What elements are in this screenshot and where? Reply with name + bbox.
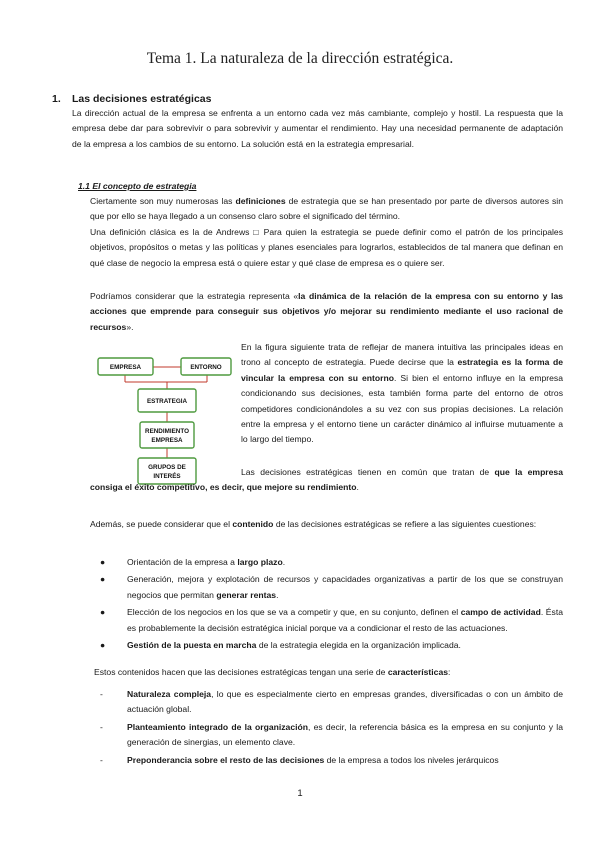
text: Además, se puede considerar que el [90,519,233,529]
subsection-heading: 1.1 El concepto de estrategia [78,181,197,191]
text: , lo que es especialmente cierto en empresas grandes, diversificadas o con un ámbito de actuación global. [127,689,563,715]
text: Elección de los negocios en los que se va a competir y que, en su conjunto, definen el [127,607,461,618]
text-bold: Naturaleza compleja [127,689,212,699]
figure-paragraph [241,340,563,448]
text-bold: Preponderancia sobre el resto de las decisiones [127,754,325,765]
rendimiento-label: RENDIMIENTO [145,428,189,435]
text-bold: características [387,667,449,677]
grupos-label: GRUPOS DE [148,464,186,471]
text: . [282,557,286,567]
text: Las decisiones estratégicas tienen en común que tratan de [241,467,495,477]
section-heading-text: Las decisiones estratégicas [72,93,212,105]
text-bold: Gestión de la puesta en marcha [127,640,257,651]
text-bold: la dinámica de la relación de la empresa con su entorno y las acciones que emprende para conseguir sus objetivos y/o mejorar su rendimiento mediante el uso racional de recursos [90,291,564,332]
bullet-icon: ● [100,557,106,567]
rendimiento-box [140,422,194,448]
text: . Si bien el entorno influye en la empresa condicionando sus decisiones, esta también forma parte del entorno de otros competidores condicionándoles a su vez con sus propias decisiones. La relación entre la empresa y el entorno tiene un carácter dinámico al influirse mutuamente a lo largo del tiempo. [241,372,563,445]
text: Podríamos considerar que la estrategia representa « [90,291,299,301]
text-bold: definiciones [235,196,286,206]
text-bold: contenido [232,519,274,529]
text-bold: campo de actividad [460,607,541,618]
text: de las decisiones estratégicas se refiere a las siguientes cuestiones: [273,519,537,529]
page-title: Tema 1. La naturaleza de la dirección estratégica. [146,50,454,67]
entorno-label: ENTORNO [190,364,222,371]
common-paragraph [90,465,563,496]
page-number: 1 [297,788,303,799]
text-bold: que la empresa consiga el éxito competitivo, es decir, que mejore su rendimiento [90,467,563,493]
text: Generación, mejora y explotación de recursos y capacidades organizativas a partir de los que se construyan negocios que permitan [127,574,563,600]
text: de la estrategia elegida en la organización implicada. [256,640,461,651]
bullet-icon: ● [100,574,106,585]
definitions-paragraph [90,194,563,225]
text-bold: generar rentas [216,589,277,600]
grupos-label: INTERÉS [153,473,181,480]
characteristics-dash-list [92,687,563,770]
text-bold: Planteamiento integrado de la organización [127,721,308,732]
text: Orientación de la empresa a [127,557,238,567]
rendimiento-label: EMPRESA [151,437,183,444]
caracteristicas-paragraph [94,665,563,680]
list-item [92,605,563,636]
list-item [92,638,563,653]
text: Estos contenidos hacen que las decisiones estratégicas tengan una serie de [94,667,388,677]
text: . Ésta es probablemente la decisión estratégica inicial porque va a condicionar el resto de las actuaciones. [127,607,563,633]
bullet-icon: ● [100,640,106,651]
dash-icon: - [100,721,103,732]
andrews-paragraph: Una definición clásica es la de Andrews □ Para quien la estrategia se puede definir como el patrón de los principales objetivos, propósitos o metas y las políticas y planes esenciales para lograrlos, establecidos de tal manera que definan en qué clase de negocio la empresa está o quiere estar y qué clase de empresa es o quiere ser. [90,227,563,268]
empresa-label: EMPRESA [109,364,142,371]
dynamics-paragraph [90,289,563,335]
text: : [448,667,451,677]
text: ». [126,321,134,332]
text: de estrategia que se han presentado por parte de diversos autores sin que por ello se haya llegado a un consenso claro sobre el significado del término. [90,196,563,222]
bullet-icon: ● [100,607,106,618]
intro-paragraph: La dirección actual de la empresa se enfrenta a un entorno cada vez más cambiante, complejo y hostil. La respuesta que la empresa debe dar para sobrevivir o para sobrevivir y aumentar el rendimiento. Hay una necesidad permanente de adaptación de la empresa a los cambios de su entorno. La solución está en la estrategia empresarial. [72,108,563,149]
list-item [92,720,563,751]
dash-icon: - [100,754,103,765]
list-item [92,572,563,603]
text: de la empresa a todos los niveles jerárquicos [324,754,499,765]
section-heading [52,93,212,105]
dash-icon: - [100,689,103,699]
text-bold: estrategia es la forma de vincular la empresa con su entorno [241,357,563,383]
text: . [356,482,359,493]
text-bold: largo plazo [237,557,283,567]
content-bullet-list [92,555,563,655]
text: Ciertamente son muy numerosas las [90,196,236,206]
text: En la figura siguiente trata de reflejar de manera intuitiva las principales ideas en trono al concepto de estrategia. Puede decirse que la [241,342,563,368]
contenido-paragraph [90,517,563,532]
list-item [92,687,563,718]
text: . [276,589,279,600]
text: , es decir, la referencia básica es la empresa en su conjunto y la generación de sinergias, un elemento clave. [127,721,563,748]
section-number: 1. [52,93,61,105]
list-item [92,753,563,768]
list-item [92,555,563,570]
estrategia-label: ESTRATEGIA [146,398,188,405]
